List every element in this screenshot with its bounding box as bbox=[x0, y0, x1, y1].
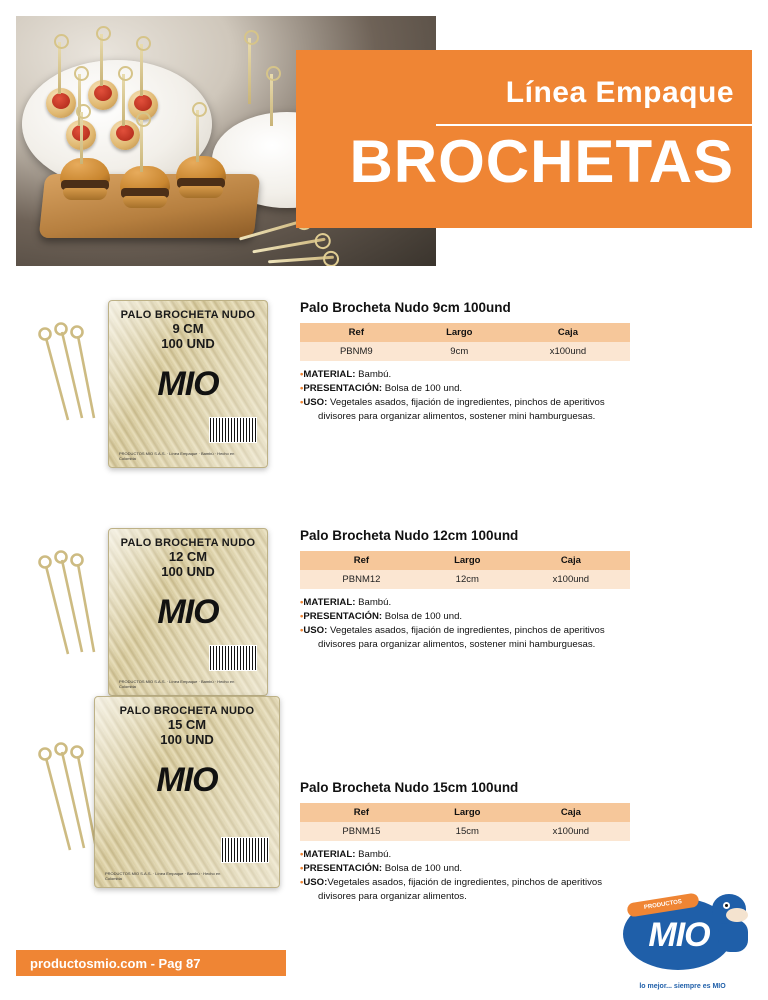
product-bag-2 bbox=[108, 528, 268, 696]
col-largo: Largo bbox=[423, 803, 512, 822]
bag-label-1: PALO BROCHETA NUDO 9 CM 100 UND bbox=[120, 309, 256, 351]
bullet-dot-icon: • bbox=[300, 849, 304, 860]
cell-caja: x100und bbox=[512, 570, 630, 589]
col-caja: Caja bbox=[506, 323, 630, 342]
bullet-dot-icon: • bbox=[300, 624, 304, 636]
cell-largo: 12cm bbox=[423, 570, 512, 589]
bullet-uso-continuation: divisores para organizar alimentos. bbox=[318, 890, 467, 902]
page-title: BROCHETAS bbox=[349, 128, 734, 195]
table-header-row bbox=[300, 551, 630, 570]
bullet-dot-icon: • bbox=[300, 862, 304, 874]
bullet-dot-icon: • bbox=[300, 876, 304, 888]
product-image-1 bbox=[30, 300, 280, 490]
bullet-dot-icon: • bbox=[300, 369, 304, 380]
skewer-stick bbox=[100, 34, 103, 86]
mini-burger bbox=[176, 156, 226, 200]
bullet-presentacion: •PRESENTACIÓN: Bolsa de 100 und. bbox=[300, 382, 463, 394]
bag-brand-logo-1: MIO bbox=[157, 365, 219, 403]
col-caja: Caja bbox=[512, 803, 630, 822]
bullet-uso: •USO: Vegetales asados, fijación de ingredientes, pinchos de aperitivos bbox=[300, 396, 605, 408]
skewer-stick bbox=[270, 74, 273, 126]
skewer-stick bbox=[196, 110, 199, 162]
logo-wordmark: MIO bbox=[648, 916, 710, 954]
barcode-icon bbox=[221, 837, 269, 863]
table-row bbox=[300, 570, 630, 589]
header-kicker: Línea Empaque bbox=[505, 76, 734, 109]
skewer-stick bbox=[122, 74, 125, 126]
mini-burger bbox=[60, 158, 110, 202]
col-caja: Caja bbox=[512, 551, 630, 570]
skewer-stick bbox=[248, 38, 251, 104]
skewer-stick bbox=[58, 42, 61, 94]
product-info-2 bbox=[300, 528, 740, 652]
canape bbox=[110, 120, 140, 150]
bullet-presentacion: •PRESENTACIÓN: Bolsa de 100 und. bbox=[300, 610, 463, 622]
skewer-stick bbox=[80, 112, 83, 164]
skewer-fan-icon bbox=[38, 322, 108, 432]
cell-ref: PBNM12 bbox=[300, 570, 423, 589]
footer-page-bar bbox=[16, 950, 286, 976]
cell-largo: 15cm bbox=[423, 822, 512, 841]
bag-brand-logo-3: MIO bbox=[156, 761, 218, 799]
bag-fineprint-1: PRODUCTOS MIO S.A.S. · Línea Empaque · Bambú · Hecho en Colombia bbox=[119, 450, 235, 461]
barcode-icon bbox=[209, 645, 257, 671]
header-divider bbox=[436, 124, 754, 126]
skewer-stick bbox=[140, 120, 143, 172]
brand-logo bbox=[615, 894, 750, 990]
product-image-2 bbox=[30, 528, 280, 718]
mini-burger bbox=[120, 166, 170, 210]
product-bag-1 bbox=[108, 300, 268, 468]
cell-caja: x100und bbox=[512, 822, 630, 841]
skewer-fan-icon bbox=[38, 550, 108, 660]
canape bbox=[46, 88, 76, 118]
bullet-uso-continuation: divisores para organizar alimentos, sostener mini hamburguesas. bbox=[318, 638, 596, 650]
spec-table-1 bbox=[300, 323, 630, 361]
cell-ref: PBNM15 bbox=[300, 822, 423, 841]
bag-label-3: PALO BROCHETA NUDO 15 CM 100 UND bbox=[119, 705, 255, 747]
product-title-3: Palo Brocheta Nudo 15cm 100und bbox=[300, 780, 519, 795]
logo-tagline: lo mejor... siempre es MIO bbox=[639, 983, 726, 990]
bullet-presentacion: •PRESENTACIÓN: Bolsa de 100 und. bbox=[300, 862, 463, 874]
bullet-material: •MATERIAL: Bambú. bbox=[300, 369, 392, 380]
bullet-dot-icon: • bbox=[300, 396, 304, 408]
canape bbox=[88, 80, 118, 110]
col-largo: Largo bbox=[423, 551, 512, 570]
cell-ref: PBNM9 bbox=[300, 342, 413, 361]
product-bag-3 bbox=[94, 696, 280, 888]
product-bullets-1 bbox=[300, 368, 700, 424]
col-ref: Ref bbox=[300, 551, 423, 570]
bag-brand-logo-2: MIO bbox=[157, 593, 219, 631]
table-row bbox=[300, 342, 630, 361]
table-header-row bbox=[300, 803, 630, 822]
bullet-dot-icon: • bbox=[300, 610, 304, 622]
table-row bbox=[300, 822, 630, 841]
table-header-row bbox=[300, 323, 630, 342]
cell-largo: 9cm bbox=[413, 342, 506, 361]
spec-table-2 bbox=[300, 551, 630, 589]
spec-table-3 bbox=[300, 803, 630, 841]
product-title-2: Palo Brocheta Nudo 12cm 100und bbox=[300, 528, 519, 543]
skewer-stick bbox=[140, 44, 143, 96]
col-largo: Largo bbox=[413, 323, 506, 342]
bullet-dot-icon: • bbox=[300, 597, 304, 608]
bullet-uso-continuation: divisores para organizar alimentos, sostener mini hamburguesas. bbox=[318, 410, 596, 422]
barcode-icon bbox=[209, 417, 257, 443]
dog-mascot-icon bbox=[706, 894, 750, 954]
bag-fineprint-2: PRODUCTOS MIO S.A.S. · Línea Empaque · Bambú · Hecho en Colombia bbox=[119, 678, 235, 689]
col-ref: Ref bbox=[300, 323, 413, 342]
logo-ribbon: PRODUCTOS bbox=[626, 892, 699, 917]
product-title-1: Palo Brocheta Nudo 9cm 100und bbox=[300, 300, 511, 315]
product-info-3 bbox=[300, 780, 740, 904]
product-info-1 bbox=[300, 300, 740, 424]
bag-label-2: PALO BROCHETA NUDO 12 CM 100 UND bbox=[120, 537, 256, 579]
product-bullets-2 bbox=[300, 596, 700, 652]
col-ref: Ref bbox=[300, 803, 423, 822]
footer-site-page: productosmio.com - Pag 87 bbox=[30, 955, 201, 971]
bullet-dot-icon: • bbox=[300, 382, 304, 394]
bullet-uso: •USO: Vegetales asados, fijación de ingredientes, pinchos de aperitivos bbox=[300, 624, 605, 636]
bullet-uso: •USO:Vegetales asados, fijación de ingredientes, pinchos de aperitivos bbox=[300, 876, 603, 888]
product-image-3 bbox=[30, 705, 280, 910]
cell-caja: x100und bbox=[506, 342, 630, 361]
page-header bbox=[16, 16, 752, 266]
bullet-material: •MATERIAL: Bambú. bbox=[300, 597, 392, 608]
bullet-material: •MATERIAL: Bambú. bbox=[300, 849, 392, 860]
bag-fineprint-3: PRODUCTOS MIO S.A.S. · Línea Empaque · Bambú · Hecho en Colombia bbox=[105, 870, 221, 881]
